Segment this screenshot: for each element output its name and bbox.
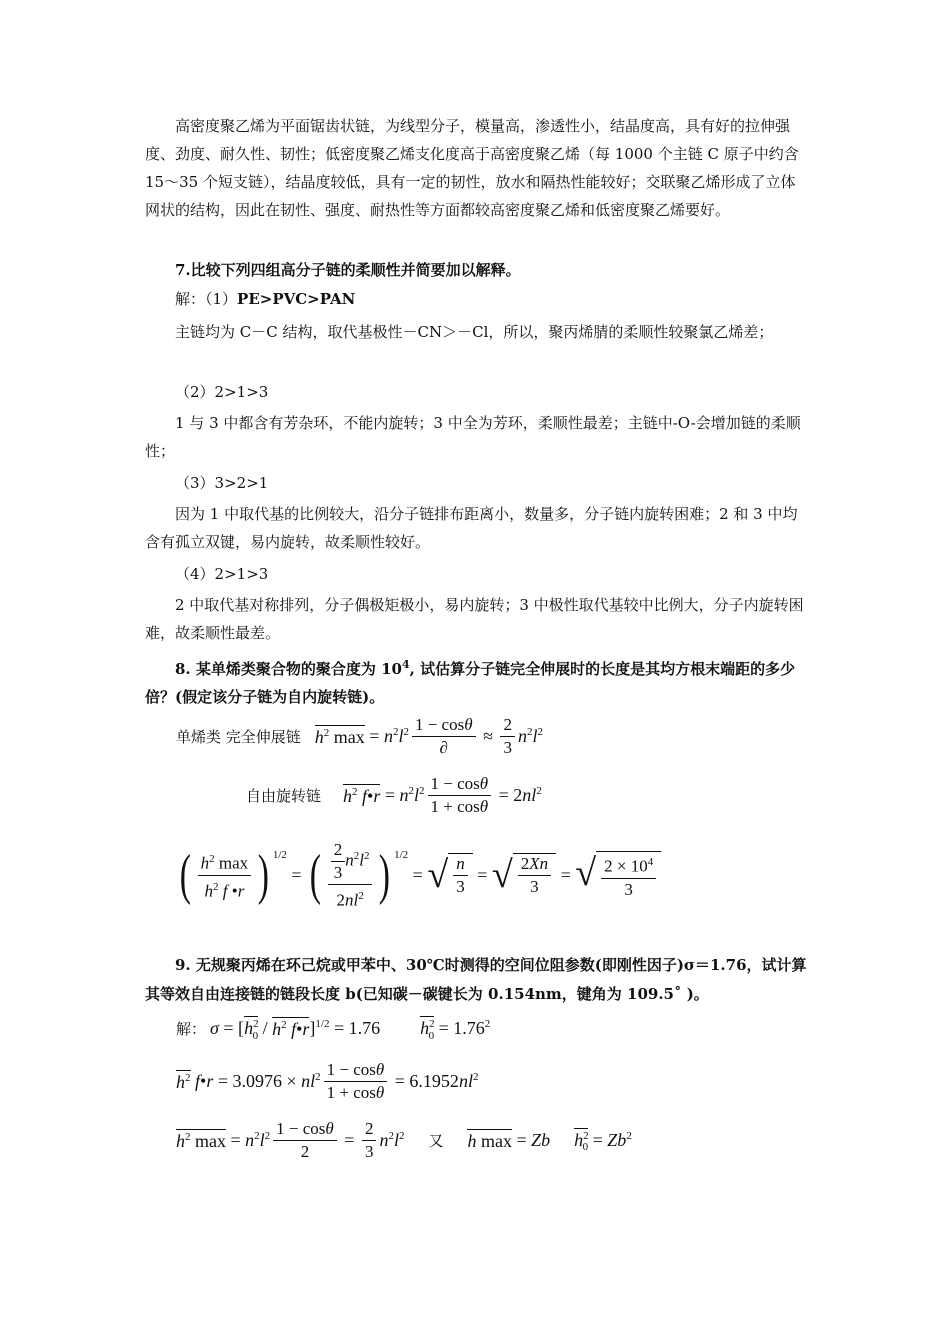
formula-8-free-rotation: 自由旋转链 $h^2$ f•r = $n^2l^2$ $\frac{1 - \cos\theta}{1 + \cos\theta}$ = $2nl^2$ [246, 774, 542, 816]
formula-9-free-rotation: $h^2$ f•r = $3.0976 \times nl^2$ $\frac{1 - \cos\theta}{1 + \cos\theta}$ = $6.1952nl^2$ [176, 1060, 479, 1102]
answer-7-4-text: 2 中取代基对称排列，分子偶极矩极小，易内旋转；3 中极性取代基较中比例大，分子内旋转困难，故柔顺性最差。 [145, 596, 804, 642]
answer-7-2-text: 1 与 3 中都含有芳杂环，不能内旋转；3 中全为芳环，柔顺性最差；主链中-O-会增加链的柔顺性； [145, 414, 801, 460]
answer-7-1-text: 主链均为 C－C 结构，取代基极性－CN＞－Cl，所以，聚丙烯腈的柔顺性较聚氯乙烯差； [175, 323, 774, 341]
formula-8-extended-chain: 单烯类 完全伸展链 $h^2$ max = $n^2l^2$ $\frac{1 - \cos\theta}{\partial}$ ≈ $\frac{2}{3}$ $n^2l^2$ [176, 715, 543, 757]
answer-7-3-heading: （3）3>2>1 [175, 474, 269, 492]
answer-7-2-heading: （2）2>1>3 [175, 383, 269, 401]
formula-9-extended: $h^2$ max = $n^2l^2$ $\frac{1 - \cos\theta}{2}$ = $\frac{2}{3}$ $n^2l^2$ 又 h max = Zb $h^2_0$ = $Zb^2$ [176, 1119, 632, 1161]
answer-7-3-text: 因为 1 中取代基的比例较大，沿分子链排布距离小，数量多，分子链内旋转困难；2 和 3 中均含有孤立双键，易内旋转，故柔顺性较好。 [145, 505, 798, 551]
question-8: 8. 某单烯类聚合物的聚合度为 $10^4$, 试估算分子链完全伸展时的长度是其均方根末端距的多少倍？(假定该分子链为自内旋转链)。 [145, 658, 796, 706]
question-9: 9. 无规聚丙烯在环己烷或甲苯中、30℃时测得的空间位阻参数(即刚性因子)σ＝1.76，试计算其等效自由连接链的链段长度 b(已知碳－碳键长为 0.154nm，键角为 109.5˚ )。 [145, 956, 807, 1003]
formula-9-sigma: 解： σ = [ $h^2_0$ / $h^2$ f•r ]$^{1/2}$ = 1.76 $h^2_0$ = $1.76^2$ [176, 1018, 491, 1042]
answer-7-4-heading: （4）2>1>3 [175, 565, 269, 583]
formula-8-ratio: ( $\frac{h^2 \max}{h^2 f •r}$ ) 1/2 = ( $\frac{2}{3}$ $n^2l^2$ $2nl^2$ ) 1/2 = √ $\frac{n}{3}$ = √ $\frac{2Xn}{3}$ = √ $\frac{2 \times 10^4}{3}$ [176, 840, 661, 911]
answer-7-1-heading: 解：（1）PE>PVC>PAN [175, 290, 356, 308]
question-7: 7.比较下列四组高分子链的柔顺性并简要加以解释。 [175, 261, 521, 279]
para-polyethylene: 高密度聚乙烯为平面锯齿状链，为线型分子，模量高，渗透性小，结晶度高，具有好的拉伸强度、劲度、耐久性、韧性；低密度聚乙烯支化度高于高密度聚乙烯（每 1000 个主链 C 原子中约含 15～35 个短支链），结晶度较低，具有一定的韧性，放水和隔热性能较好；交联聚乙烯形成了立体网状的结构，因此在韧性、强度、耐热性等方面都较高密度聚乙烯和低密度聚乙烯要好。 [145, 117, 799, 219]
answer-7-1-order: PE>PVC>PAN [237, 290, 356, 308]
